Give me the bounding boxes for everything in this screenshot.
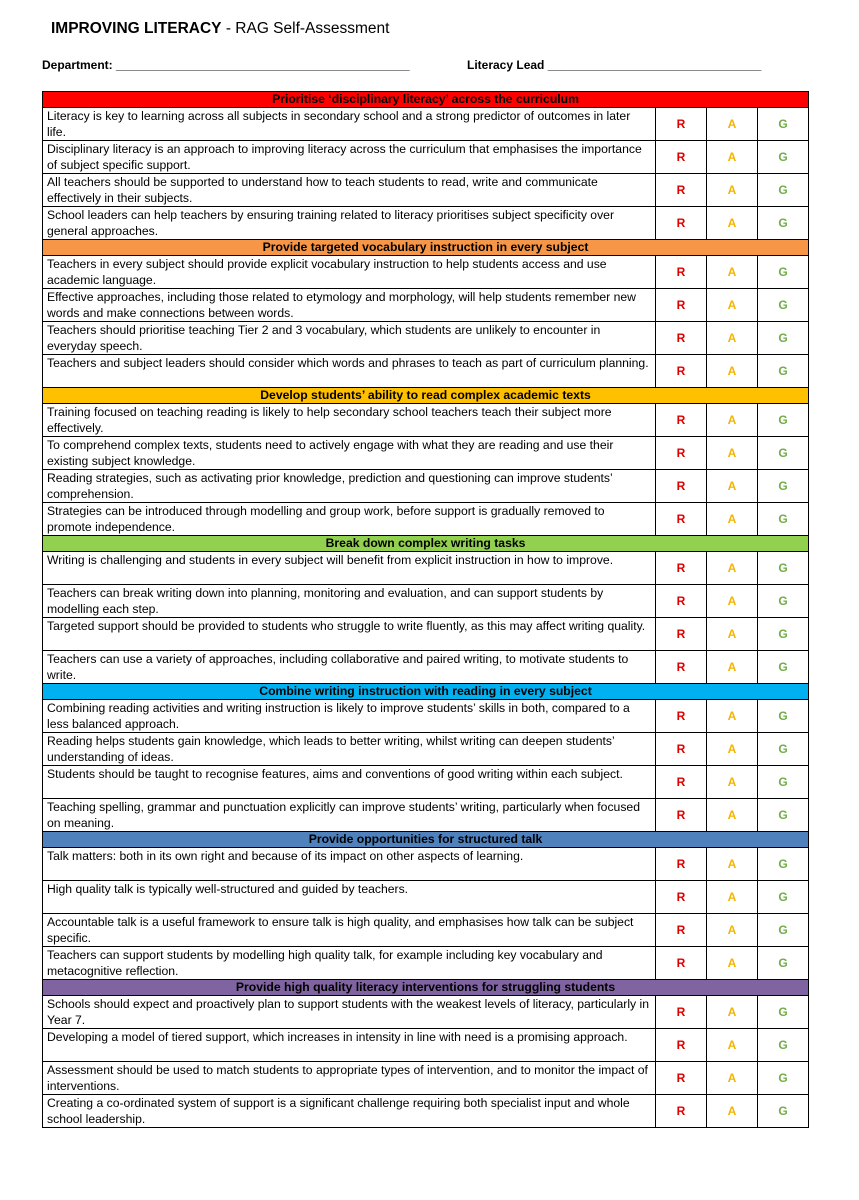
red-rating-cell[interactable]: R [656,766,707,799]
green-rating-cell[interactable]: G [758,141,809,174]
red-rating-cell[interactable]: R [656,881,707,914]
amber-rating-cell[interactable]: A [707,881,758,914]
amber-rating-cell[interactable]: A [707,947,758,980]
table-row [43,207,809,240]
rag-table-body [43,92,809,1128]
amber-rating-cell[interactable]: A [707,256,758,289]
page-title [51,20,389,38]
table-row [43,437,809,470]
rag-table [42,91,809,1128]
red-rating-cell[interactable]: R [656,322,707,355]
amber-rating-cell[interactable]: A [707,503,758,536]
statement-text: Talk matters: both in its own right and because of its impact on other aspects of learning. [43,848,656,881]
statement-text: Reading helps students gain knowledge, which leads to better writing, whilst writing can deepen students’ understanding of ideas. [43,733,656,766]
table-row [43,947,809,980]
statement-text: Combining reading activities and writing instruction is likely to improve students’ skills in both, compared to a less balanced approach. [43,700,656,733]
red-rating-cell[interactable]: R [656,733,707,766]
red-rating-cell[interactable]: R [656,141,707,174]
table-row [43,552,809,585]
red-rating-cell[interactable]: R [656,947,707,980]
section-heading: Prioritise ‘disciplinary literacy’ across the curriculum [43,92,809,108]
green-rating-cell[interactable]: G [758,848,809,881]
red-rating-cell[interactable]: R [656,552,707,585]
table-row [43,1029,809,1062]
amber-rating-cell[interactable]: A [707,404,758,437]
table-row [43,289,809,322]
green-rating-cell[interactable]: G [758,585,809,618]
amber-rating-cell[interactable]: A [707,766,758,799]
statement-text: Teachers can use a variety of approaches, including collaborative and paired writing, to motivate students to write. [43,651,656,684]
green-rating-cell[interactable]: G [758,996,809,1029]
green-rating-cell[interactable]: G [758,289,809,322]
section-heading-row [43,240,809,256]
green-rating-cell[interactable]: G [758,1095,809,1128]
green-rating-cell[interactable]: G [758,1062,809,1095]
statement-text: School leaders can help teachers by ensuring training related to literacy prioritises subject specificity over general approaches. [43,207,656,240]
statement-text: All teachers should be supported to understand how to teach students to read, write and communicate effectively in their subjects. [43,174,656,207]
section-heading-row [43,684,809,700]
statement-text: To comprehend complex texts, students need to actively engage with what they are reading and use their existing subject knowledge. [43,437,656,470]
table-row [43,799,809,832]
section-heading-row [43,388,809,404]
table-row [43,1095,809,1128]
section-heading-row [43,92,809,108]
table-row [43,996,809,1029]
amber-rating-cell[interactable]: A [707,108,758,141]
red-rating-cell[interactable]: R [656,108,707,141]
green-rating-cell[interactable]: G [758,766,809,799]
section-heading: Provide opportunities for structured talk [43,832,809,848]
green-rating-cell[interactable]: G [758,404,809,437]
table-row [43,470,809,503]
green-rating-cell[interactable]: G [758,947,809,980]
green-rating-cell[interactable]: G [758,651,809,684]
table-row [43,174,809,207]
red-rating-cell[interactable]: R [656,651,707,684]
red-rating-cell[interactable]: R [656,470,707,503]
green-rating-cell[interactable]: G [758,733,809,766]
green-rating-cell[interactable]: G [758,322,809,355]
red-rating-cell[interactable]: R [656,996,707,1029]
red-rating-cell[interactable]: R [656,256,707,289]
green-rating-cell[interactable]: G [758,207,809,240]
green-rating-cell[interactable]: G [758,470,809,503]
statement-text: Teachers should prioritise teaching Tier 2 and 3 vocabulary, which students are unlikely to encounter in everyday speech. [43,322,656,355]
red-rating-cell[interactable]: R [656,437,707,470]
green-rating-cell[interactable]: G [758,552,809,585]
table-row [43,355,809,388]
amber-rating-cell[interactable]: A [707,552,758,585]
table-row [43,700,809,733]
table-row [43,766,809,799]
red-rating-cell[interactable]: R [656,404,707,437]
amber-rating-cell[interactable]: A [707,289,758,322]
literacy-lead-field[interactable]: Literacy Lead ________________________________ [467,58,762,72]
statement-text: Creating a co-ordinated system of support is a significant challenge requiring both specialist input and whole school leadership. [43,1095,656,1128]
red-rating-cell[interactable]: R [656,618,707,651]
section-heading: Provide high quality literacy interventions for struggling students [43,980,809,996]
green-rating-cell[interactable]: G [758,700,809,733]
statement-text: Reading strategies, such as activating prior knowledge, prediction and questioning can improve students’ comprehension. [43,470,656,503]
red-rating-cell[interactable]: R [656,799,707,832]
green-rating-cell[interactable]: G [758,108,809,141]
amber-rating-cell[interactable]: A [707,322,758,355]
section-heading-row [43,832,809,848]
amber-rating-cell[interactable]: A [707,585,758,618]
table-row [43,1062,809,1095]
table-row [43,651,809,684]
red-rating-cell[interactable]: R [656,1029,707,1062]
statement-text: Schools should expect and proactively plan to support students with the weakest levels of literacy, particularly in Year 7. [43,996,656,1029]
red-rating-cell[interactable]: R [656,700,707,733]
green-rating-cell[interactable]: G [758,1029,809,1062]
green-rating-cell[interactable]: G [758,914,809,947]
green-rating-cell[interactable]: G [758,256,809,289]
table-row [43,503,809,536]
statement-text: High quality talk is typically well-structured and guided by teachers. [43,881,656,914]
amber-rating-cell[interactable]: A [707,355,758,388]
red-rating-cell[interactable]: R [656,914,707,947]
amber-rating-cell[interactable]: A [707,700,758,733]
red-rating-cell[interactable]: R [656,1095,707,1128]
title-rest: - RAG Self-Assessment [221,20,390,37]
statement-text: Teachers can break writing down into planning, monitoring and evaluation, and can support students by modelling each step. [43,585,656,618]
amber-rating-cell[interactable]: A [707,1029,758,1062]
section-heading: Provide targeted vocabulary instruction in every subject [43,240,809,256]
green-rating-cell[interactable]: G [758,437,809,470]
amber-rating-cell[interactable]: A [707,733,758,766]
table-row [43,404,809,437]
amber-rating-cell[interactable]: A [707,207,758,240]
amber-rating-cell[interactable]: A [707,1062,758,1095]
table-row [43,618,809,651]
green-rating-cell[interactable]: G [758,881,809,914]
statement-text: Targeted support should be provided to students who struggle to write fluently, as this may affect writing quality. [43,618,656,651]
red-rating-cell[interactable]: R [656,207,707,240]
amber-rating-cell[interactable]: A [707,1095,758,1128]
statement-text: Assessment should be used to match students to appropriate types of intervention, and to monitor the impact of interventions. [43,1062,656,1095]
statement-text: Training focused on teaching reading is likely to help secondary school teachers teach their subject more effectively. [43,404,656,437]
table-row [43,141,809,174]
statement-text: Developing a model of tiered support, which increases in intensity in line with need is a promising approach. [43,1029,656,1062]
table-row [43,108,809,141]
section-heading: Develop students’ ability to read complex academic texts [43,388,809,404]
green-rating-cell[interactable]: G [758,355,809,388]
red-rating-cell[interactable]: R [656,355,707,388]
statement-text: Students should be taught to recognise features, aims and conventions of good writing within each subject. [43,766,656,799]
red-rating-cell[interactable]: R [656,848,707,881]
statement-text: Teaching spelling, grammar and punctuation explicitly can improve students’ writing, particularly when focused on meaning. [43,799,656,832]
amber-rating-cell[interactable]: A [707,848,758,881]
amber-rating-cell[interactable]: A [707,618,758,651]
section-heading: Break down complex writing tasks [43,536,809,552]
statement-text: Effective approaches, including those related to etymology and morphology, will help students remember new words and make connections between words. [43,289,656,322]
title-bold: IMPROVING LITERACY [51,20,222,37]
table-row [43,256,809,289]
table-row [43,322,809,355]
statement-text: Literacy is key to learning across all subjects in secondary school and a strong predictor of outcomes in later life. [43,108,656,141]
green-rating-cell[interactable]: G [758,174,809,207]
statement-text: Strategies can be introduced through modelling and group work, before support is gradually removed to promote independence. [43,503,656,536]
amber-rating-cell[interactable]: A [707,174,758,207]
form-fields [42,58,802,72]
table-row [43,848,809,881]
table-row [43,881,809,914]
amber-rating-cell[interactable]: A [707,799,758,832]
table-row [43,914,809,947]
green-rating-cell[interactable]: G [758,503,809,536]
statement-text: Disciplinary literacy is an approach to improving literacy across the curriculum that emphasises the importance of subject specific support. [43,141,656,174]
table-row [43,585,809,618]
statement-text: Teachers and subject leaders should consider which words and phrases to teach as part of curriculum planning. [43,355,656,388]
department-field[interactable]: Department: ____________________________________________ [42,58,410,72]
statement-text: Writing is challenging and students in every subject will benefit from explicit instruction in how to improve. [43,552,656,585]
amber-rating-cell[interactable]: A [707,914,758,947]
statement-text: Accountable talk is a useful framework to ensure talk is high quality, and emphasises how talk can be subject specific. [43,914,656,947]
red-rating-cell[interactable]: R [656,1062,707,1095]
section-heading: Combine writing instruction with reading in every subject [43,684,809,700]
green-rating-cell[interactable]: G [758,799,809,832]
amber-rating-cell[interactable]: A [707,141,758,174]
green-rating-cell[interactable]: G [758,618,809,651]
amber-rating-cell[interactable]: A [707,996,758,1029]
table-row [43,733,809,766]
red-rating-cell[interactable]: R [656,289,707,322]
section-heading-row [43,536,809,552]
statement-text: Teachers can support students by modelling high quality talk, for example including key vocabulary and metacognitive reflection. [43,947,656,980]
red-rating-cell[interactable]: R [656,174,707,207]
red-rating-cell[interactable]: R [656,503,707,536]
statement-text: Teachers in every subject should provide explicit vocabulary instruction to help students access and use academic language. [43,256,656,289]
amber-rating-cell[interactable]: A [707,651,758,684]
red-rating-cell[interactable]: R [656,585,707,618]
section-heading-row [43,980,809,996]
amber-rating-cell[interactable]: A [707,470,758,503]
amber-rating-cell[interactable]: A [707,437,758,470]
